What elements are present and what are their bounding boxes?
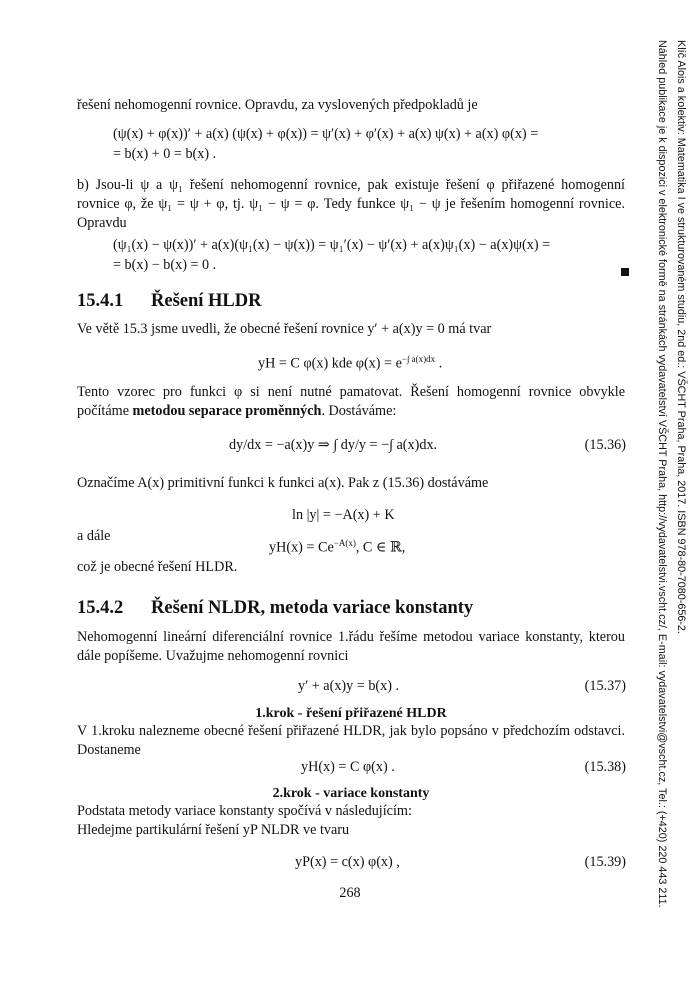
- equation-5: ln |y| = −A(x) + K: [292, 507, 395, 523]
- paragraph-general-solution: Ve větě 15.3 jsme uvedli, že obecné řešení rovnice y′ + a(x)y = 0 má tvar: [77, 321, 492, 337]
- paragraph-separation-end: . Dostáváme:: [321, 403, 397, 419]
- equation-4: dy/dx = −a(x)y ⇒ ∫ dy/y = −∫ a(x)dx.: [229, 437, 438, 453]
- paragraph-and-further: a dále: [77, 528, 111, 544]
- section-heading-15-4-1: [77, 290, 262, 312]
- paragraph-separation: [77, 383, 625, 421]
- equation-number-15-37: (15.37): [584, 678, 626, 694]
- qed-mark: [621, 268, 629, 276]
- equation-number-15-36: (15.36): [584, 437, 626, 453]
- step-1-heading: 1.krok - řešení přiřazené HLDR: [255, 706, 447, 721]
- step-2-heading: 2.krok - variace konstanty: [272, 786, 430, 801]
- paragraph-step-2: Podstata metody variace konstanty spočívá v následujícím:: [77, 803, 412, 819]
- sidebar-citation: Klíč Alois a kolektiv: Matematika I ve strukturovaném studiu, 2nd ed.: VŠCHT Praha, Praha, 2017. ISBN 978-80-7080-656-2.: [675, 40, 687, 634]
- equation-3-main: yH = C φ(x) kde φ(x) = e: [258, 355, 402, 372]
- paragraph-primitive: Označíme A(x) primitivní funkci k funkci a(x). Pak z (15.36) dostáváme: [77, 475, 489, 491]
- paragraph-separation-bold: metodou separace proměnných: [132, 403, 322, 419]
- equation-3: [258, 350, 442, 374]
- equation-7: y′ + a(x)y = b(x) .: [298, 678, 400, 694]
- section-title: Řešení NLDR, metoda variace konstanty: [151, 598, 474, 618]
- equation-3-exponent: −∫ a(x)dx: [401, 354, 436, 364]
- paragraph-particular: Hledejme partikulární řešení yP NLDR ve tvaru: [77, 822, 350, 838]
- section-number: 15.4.1: [77, 291, 124, 311]
- paragraph-intro: řešení nehomogenní rovnice. Opravdu, za vyslovených předpokladů je: [77, 97, 478, 113]
- paragraph-nldr-intro: Nehomogenní lineární diferenciální rovnice 1.řádu řešíme metodou variace konstanty, kterou dále popíšeme. Uvažujme nehomogenní rovnici: [77, 629, 625, 664]
- page-number: 268: [339, 885, 361, 901]
- equation-9: yP(x) = c(x) φ(x) ,: [295, 854, 400, 870]
- equation-8: yH(x) = C φ(x) .: [301, 759, 395, 775]
- section-heading-15-4-2: [77, 597, 473, 619]
- equation-1-line2: = b(x) + 0 = b(x) .: [113, 146, 217, 162]
- paragraph-hldr-solution: což je obecné řešení HLDR.: [77, 559, 238, 575]
- equation-2-line1: (ψ₁(x) − ψ(x))′ + a(x)(ψ₁(x) − ψ(x)) = ψ₁′(x) − ψ′(x) + a(x)ψ₁(x) − a(x)ψ(x) =: [113, 237, 551, 253]
- equation-6-exponent: −A(x): [333, 538, 356, 548]
- equation-3-end: .: [435, 355, 443, 372]
- section-number: 15.4.2: [77, 598, 124, 618]
- equation-2-line2: = b(x) − b(x) = 0 .: [113, 257, 217, 273]
- section-title: Řešení HLDR: [151, 291, 262, 311]
- sidebar-preview-notice: Náhled publikace je k dispozici v elektronické formě na stránkách vydavatelství VŠCHT Praha, http://vydavatelstvi.vscht.cz/, E-mail: vydavatelstvi@vscht.cz, Tel.: (+420) 220 443 211.: [656, 40, 668, 908]
- equation-1-line1: (ψ(x) + φ(x))′ + a(x) (ψ(x) + φ(x)) = ψ′(x) + φ′(x) + a(x) ψ(x) + a(x) φ(x) =: [113, 126, 539, 142]
- equation-6-main: yH(x) = Ce: [269, 539, 334, 556]
- paragraph-separation-text: Tento vzorec pro funkci φ si není nutné pamatovat. Řešení homogenní rovnice obvykle počítáme: [77, 384, 625, 419]
- paragraph-b: b) Jsou-li ψ a ψ₁ řešení nehomogenní rovnice, pak existuje řešení φ přiřazené homogenní rovnice φ, že ψ₁ = ψ + φ, tj. ψ₁ − ψ = φ. Tedy funkce ψ₁ − ψ je řešením homogenní rovnice. Opravdu: [77, 177, 625, 231]
- equation-number-15-38: (15.38): [584, 759, 626, 775]
- paragraph-step-1: V 1.kroku nalezneme obecné řešení přiřazené HLDR, jak bylo popsáno v předchozím odstavci. Dostaneme: [77, 723, 625, 758]
- equation-6-end: , C ∈ ℝ,: [355, 539, 406, 556]
- equation-number-15-39: (15.39): [584, 854, 626, 870]
- equation-6: [269, 534, 405, 558]
